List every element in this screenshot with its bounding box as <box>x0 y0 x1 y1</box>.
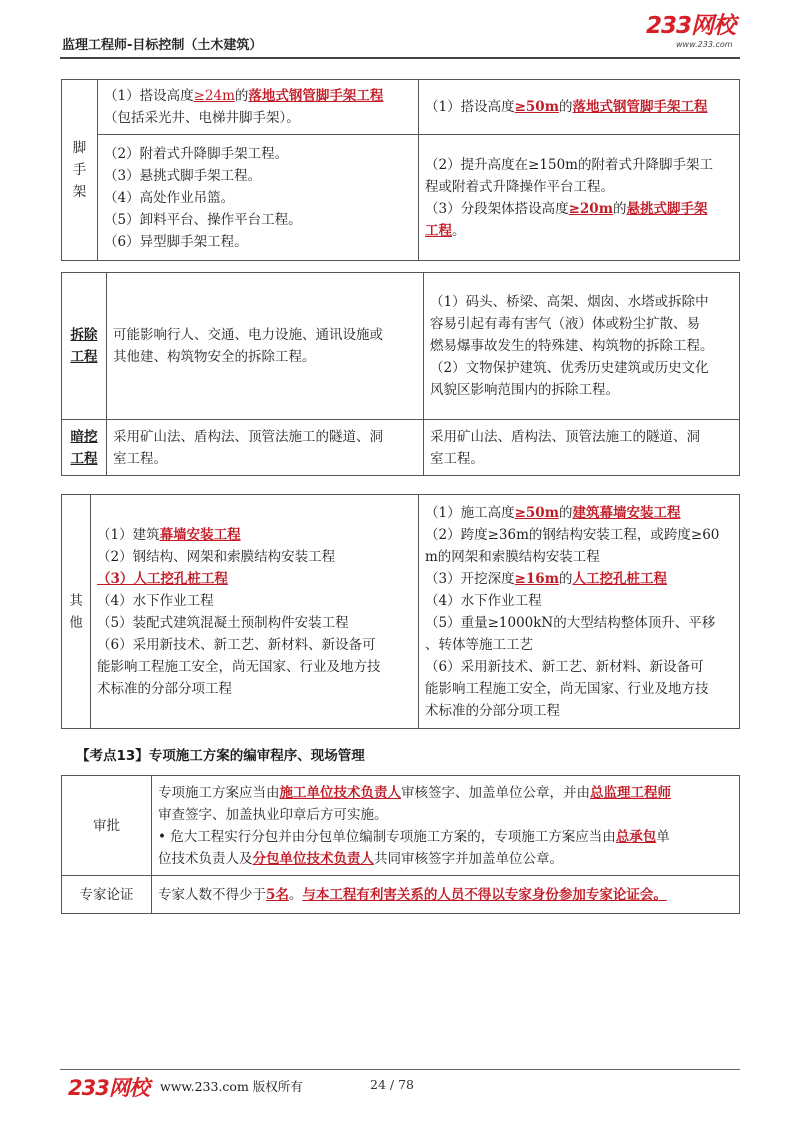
approval-table <box>61 775 740 914</box>
page-number: 24 / 78 <box>370 1077 414 1092</box>
demolition-tunnel-table <box>61 272 740 476</box>
tunnel-general: 采用矿山法、盾构法、顶管法施工的隧道、洞 室工程。 <box>107 420 424 476</box>
scaffold-general-item1: （1）搭设高度≥24m的落地式钢管脚手架工程 （包括采光井、电梯井脚手架）。 <box>98 80 419 135</box>
other-major-items: （1）施工高度≥50m的建筑幕墙安装工程 （2）跨度≥36m的钢结构安装工程，或跨度≥60 m的网架和索膜结构安装工程 （3）开挖深度≥16m的人工挖孔桩工程 （4）水下作业工程 （5）重量≥1000kN的大型结构整体顶升、平移 、转体等施工工艺 （6）采用新技术、新工艺、新材料、新设备可 能影响工程施工安全，尚无国家、行业及地方技 术标准的分部分项工程 <box>419 495 740 729</box>
brand-logo-url: www.233.com <box>676 40 733 49</box>
other-general-items: （1）建筑幕墙安装工程 （2）钢结构、网架和索膜结构安装工程 （3）人工挖孔桩工程 （4）水下作业工程 （5）装配式建筑混凝土预制构件安装工程 （6）采用新技术、新工艺、新材料、新设备可 能影响工程施工安全，尚无国家、行业及地方技 术标准的分部分项工程 <box>91 495 419 729</box>
approval-label: 审批 <box>62 776 152 876</box>
scaffold-major-item1: （1）搭设高度≥50m的落地式钢管脚手架工程 <box>419 80 740 135</box>
document-header-title: 监理工程师-目标控制（土木建筑） <box>62 38 263 53</box>
other-works-table <box>61 494 740 729</box>
expert-review-content: 专家人数不得少于5名。与本工程有利害关系的人员不得以专家身份参加专家论证会。 <box>152 876 740 914</box>
scaffold-major-items: （2）提升高度在≥150m的附着式升降脚手架工 程或附着式升降操作平台工程。 （3）分段架体搭设高度≥20m的悬挑式脚手架 工程。 <box>419 135 740 261</box>
scaffold-table <box>61 79 740 261</box>
footer-divider <box>60 1069 740 1070</box>
brand-logo <box>646 14 741 54</box>
scaffold-general-items: （2）附着式升降脚手架工程。 （3）悬挑式脚手架工程。 （4）高处作业吊篮。 （5）卸料平台、操作平台工程。 （6）异型脚手架工程。 <box>98 135 419 261</box>
section-heading: 【考点13】专项施工方案的编审程序、现场管理 <box>76 748 365 764</box>
brand-logo-text: 233网校 <box>646 13 736 39</box>
footer-copyright: www.233.com 版权所有 <box>160 1079 303 1094</box>
footer-logo: 233网校 <box>68 1076 149 1100</box>
tunnel-major: 采用矿山法、盾构法、顶管法施工的隧道、洞 室工程。 <box>424 420 740 476</box>
scaffold-category: 脚 手 架 <box>62 80 98 261</box>
other-category: 其 他 <box>62 495 91 729</box>
demolition-general: 可能影响行人、交通、电力设施、通讯设施或 其他建、构筑物安全的拆除工程。 <box>107 273 424 420</box>
expert-review-label: 专家论证 <box>62 876 152 914</box>
demolition-category: 拆除 工程 <box>62 273 107 420</box>
demolition-major: （1）码头、桥梁、高架、烟囱、水塔或拆除中 容易引起有毒有害气（液）体或粉尘扩散、易 燃易爆事故发生的特殊建、构筑物的拆除工程。 （2）文物保护建筑、优秀历史建筑或历史文化 风貌区影响范围内的拆除工程。 <box>424 273 740 420</box>
tunnel-category: 暗挖 工程 <box>62 420 107 476</box>
approval-content: 专项施工方案应当由施工单位技术负责人审核签字、加盖单位公章，并由总监理工程师 审查签字、加盖执业印章后方可实施。 • 危大工程实行分包并由分包单位编制专项施工方案的，专项施工方案应当由总承包单 位技术负责人及分包单位技术负责人共同审核签字并加盖单位公章。 <box>152 776 740 876</box>
header-divider <box>60 57 740 59</box>
